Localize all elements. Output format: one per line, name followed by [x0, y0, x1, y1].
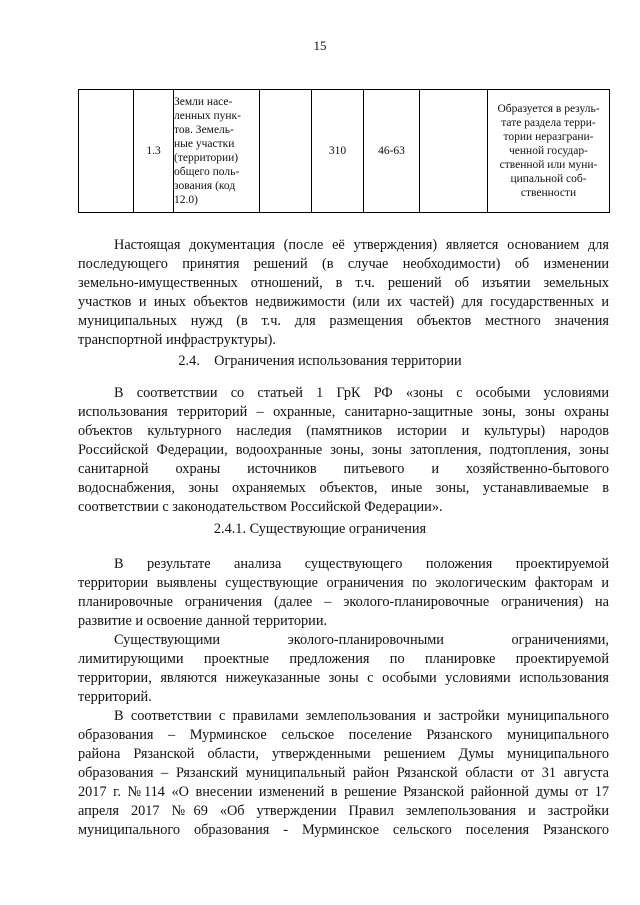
table-cell-empty: [79, 90, 134, 213]
name-line: Земли насе-: [174, 96, 233, 108]
note-line: ченной государ-: [509, 145, 588, 157]
table-cell-area: 310: [312, 90, 364, 213]
name-line: ные участки: [174, 138, 235, 150]
note-line: тате раздела терри-: [501, 117, 596, 129]
paragraph-zones-definition: В соответствии со статьей 1 ГрК РФ «зоны с особыми условиями использования территорий – охранные, санитарно-защитные зоны, зоны охраны объектов культурного наследия (памятников истории и культуры) народов Российской Федерации, водоохранные зоны, зоны затопления, подтопления, зоны санитарной охраны источников питьевого и хозяйственно-бытового водоснабжения, зоны охраняемых объектов, иные зоны, устанавливаемые в соответствии с законодательством Российской Федерации».: [78, 385, 609, 515]
section-heading-2-4: 2.4. Ограничения использования территории: [178, 353, 462, 369]
section-heading-2-4-1: 2.4.1. Существующие ограничения: [213, 521, 427, 537]
name-line: зования (код: [174, 180, 236, 192]
paragraph-existing-restrictions: Существующими эколого-планировочными ограничениями, лимитирующими проектные предложения по планировке проектируемой территории, являются нижеуказанные зоны с особыми условиями использования территорий.: [78, 632, 609, 705]
table-cell-empty: [260, 90, 312, 213]
note-line: тории неразграни-: [503, 131, 594, 143]
table-row: [79, 90, 610, 213]
note-line: ственной или муни-: [499, 159, 598, 171]
paragraph-documentation-basis: Настоящая документация (после её утверждения) является основанием для последующего принятия решений (в случае необходимости) об изменении земельно-имущественных отношений, в т.ч. решений об изъятии земельных участков и иных объектов недвижимости (или их частей) для государственных и муниципальных нужд (в т.ч. для размещения объектов местного значения транспортной инфраструктуры).: [78, 237, 609, 348]
note-line: ственности: [520, 187, 577, 199]
note-line: ципальной соб-: [510, 173, 587, 185]
land-table: [78, 89, 610, 213]
table-cell-code: 46-63: [364, 90, 420, 213]
table-cell-empty: [420, 90, 488, 213]
name-line: ленных пунк-: [174, 110, 241, 122]
paragraph-analysis-results: В результате анализа существующего положения проектируемой территории выявлены существующие ограничения по экологическим факторам и планировочные ограничения (далее – эколого-планировочные ограничения) на развитие и освоение данной территории.: [78, 556, 609, 629]
note-line: Образуется в резуль-: [497, 103, 600, 115]
name-line: 12.0): [174, 194, 198, 206]
table-cell-note: [488, 90, 610, 213]
page-number: 15: [313, 38, 327, 53]
table-cell-number: 1.3: [134, 90, 174, 213]
name-line: общего поль-: [174, 166, 240, 178]
name-line: (территории): [174, 152, 239, 164]
paragraph-land-use-rules: В соответствии с правилами землепользования и застройки муниципального образования – Мурминское сельское поселение Рязанского муниципального района Рязанской области, утвержденными решением Думы муниципального образования – Рязанский муниципальный район Рязанской области от 31 августа 2017 г. №114 «О внесении изменений в решение Рязанской районной думы от 17 апреля 2017 №69 «Об утверждении Правил землепользования и застройки муниципального образования - Мурминское сельского поселения Рязанского: [78, 708, 609, 838]
table-cell-name: [174, 90, 260, 213]
name-line: тов. Земель-: [174, 124, 234, 136]
